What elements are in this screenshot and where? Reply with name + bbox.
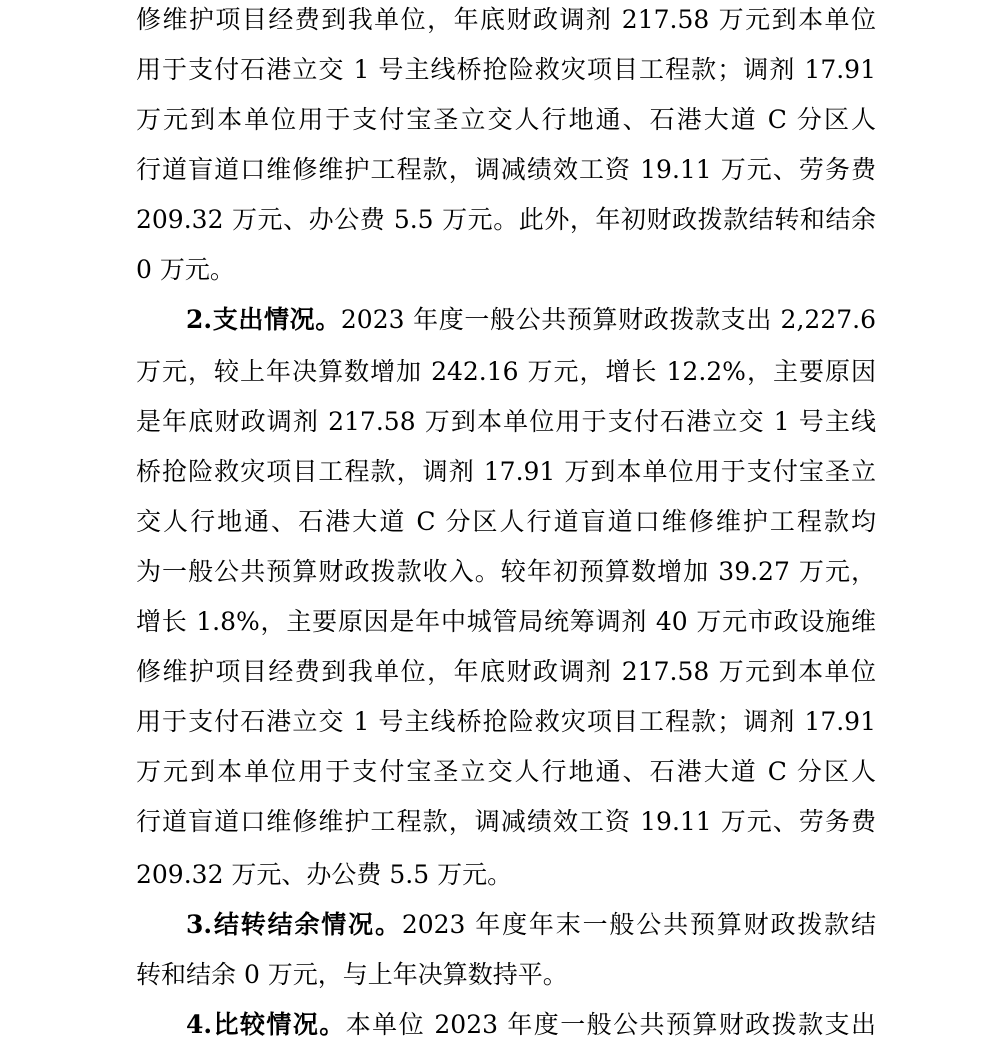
paragraph-line: 修维护项目经费到我单位，年底财政调剂 217.58 万元到本单位	[136, 657, 876, 686]
paragraph-line: 用于支付石港立交 1 号主线桥抢险救灾项目工程款；调剂 17.91	[136, 55, 876, 84]
paragraph-line: 209.32 万元、办公费 5.5 万元。	[136, 860, 513, 889]
paragraph-line: 209.32 万元、办公费 5.5 万元。此外，年初财政拨款结转和结余	[136, 205, 876, 234]
paragraph-line: 交人行地通、石港大道 C 分区人行道盲道口维修维护工程款均	[136, 507, 876, 536]
paragraph-line: 行道盲道口维修维护工程款，调减绩效工资 19.11 万元、劳务费	[136, 807, 876, 836]
section-4-heading: 4.比较情况。	[186, 1010, 346, 1039]
section-3-heading: 3.结转结余情况。	[186, 910, 402, 939]
section-2-first-line	[186, 300, 876, 340]
paragraph-line: 修维护项目经费到我单位，年底财政调剂 217.58 万元到本单位	[136, 5, 876, 34]
paragraph-line: 增长 1.8%，主要原因是年中城管局统筹调剂 40 万元市政设施维	[136, 607, 876, 636]
section-4-first-line	[186, 1005, 876, 1043]
paragraph-line: 转和结余 0 万元，与上年决算数持平。	[136, 960, 568, 989]
paragraph-line: 2023 年度一般公共预算财政拨款支出 2,227.6	[340, 305, 876, 334]
paragraph-line: 是年底财政调剂 217.58 万到本单位用于支付石港立交 1 号主线	[136, 407, 876, 436]
paragraph-line: 用于支付石港立交 1 号主线桥抢险救灾项目工程款；调剂 17.91	[136, 707, 876, 736]
paragraph-line: 0 万元。	[136, 255, 235, 284]
paragraph-line: 万元，较上年决算数增加 242.16 万元，增长 12.2%，主要原因	[136, 357, 876, 386]
paragraph-line: 2023 年度年末一般公共预算财政拨款结	[401, 910, 876, 939]
paragraph-line: 行道盲道口维修维护工程款，调减绩效工资 19.11 万元、劳务费	[136, 155, 876, 184]
paragraph-line: 为一般公共预算财政拨款收入。较年初预算数增加 39.27 万元，	[136, 557, 876, 586]
section-2-heading: 2.支出情况。	[186, 305, 341, 334]
paragraph-line: 桥抢险救灾项目工程款，调剂 17.91 万到本单位用于支付宝圣立	[136, 457, 876, 486]
section-3-first-line	[186, 905, 876, 945]
paragraph-line: 本单位 2023 年度一般公共预算财政拨款支出	[345, 1010, 876, 1039]
paragraph-line: 万元到本单位用于支付宝圣立交人行地通、石港大道 C 分区人	[136, 757, 876, 786]
paragraph-line: 万元到本单位用于支付宝圣立交人行地通、石港大道 C 分区人	[136, 105, 876, 134]
